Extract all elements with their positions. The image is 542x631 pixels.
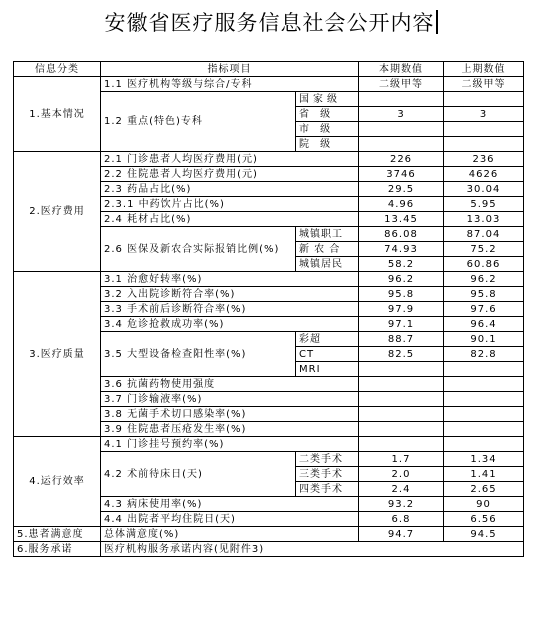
current-value: 2.0 — [359, 467, 444, 482]
previous-value — [444, 422, 524, 437]
current-value: 二级甲等 — [359, 77, 444, 92]
indicator-label: 2.1 门诊患者人均医疗费用(元) — [101, 152, 359, 167]
previous-value: 4626 — [444, 167, 524, 182]
previous-value: 97.6 — [444, 302, 524, 317]
sub-label: 省 级 — [296, 107, 359, 122]
indicator-label: 2.3.1 中药饮片占比(%) — [101, 197, 359, 212]
indicator-label: 2.3 药品占比(%) — [101, 182, 359, 197]
indicator-label: 3.3 手术前后诊断符合率(%) — [101, 302, 359, 317]
indicator-label: 2.6 医保及新农合实际报销比例(%) — [101, 227, 296, 272]
previous-value — [444, 122, 524, 137]
table-row — [14, 542, 524, 557]
current-value: 6.8 — [359, 512, 444, 527]
header-indicator: 指标项目 — [101, 62, 359, 77]
current-value: 88.7 — [359, 332, 444, 347]
table-row — [14, 77, 524, 92]
current-value: 1.7 — [359, 452, 444, 467]
sub-label: 二类手术 — [296, 452, 359, 467]
indicator-label: 1.1 医疗机构等级与综合/专科 — [101, 77, 359, 92]
indicator-label: 总体满意度(%) — [101, 527, 359, 542]
previous-value: 6.56 — [444, 512, 524, 527]
sub-label: 三类手术 — [296, 467, 359, 482]
current-value: 58.2 — [359, 257, 444, 272]
table-row — [14, 272, 524, 287]
current-value — [359, 122, 444, 137]
current-value: 97.1 — [359, 317, 444, 332]
previous-value: 二级甲等 — [444, 77, 524, 92]
current-value: 86.08 — [359, 227, 444, 242]
current-value: 82.5 — [359, 347, 444, 362]
category-cost: 2.医疗费用 — [14, 152, 101, 272]
indicator-label: 医疗机构服务承诺内容(见附件3) — [101, 542, 524, 557]
table-row — [14, 527, 524, 542]
current-value — [359, 422, 444, 437]
current-value — [359, 362, 444, 377]
indicator-label: 1.2 重点(特色)专科 — [101, 92, 296, 152]
current-value: 13.45 — [359, 212, 444, 227]
previous-value — [444, 437, 524, 452]
previous-value: 236 — [444, 152, 524, 167]
indicator-label: 3.2 入出院诊断符合率(%) — [101, 287, 359, 302]
category-quality: 3.医疗质量 — [14, 272, 101, 437]
previous-value: 13.03 — [444, 212, 524, 227]
previous-value: 94.5 — [444, 527, 524, 542]
indicator-label: 2.2 住院患者人均医疗费用(元) — [101, 167, 359, 182]
sub-label: 新 农 合 — [296, 242, 359, 257]
category-service: 6.服务承诺 — [14, 542, 101, 557]
category-satisfaction: 5.患者满意度 — [14, 527, 101, 542]
category-efficiency: 4.运行效率 — [14, 437, 101, 527]
current-value — [359, 92, 444, 107]
indicator-label: 3.5 大型设备检查阳性率(%) — [101, 332, 296, 377]
indicator-label: 4.4 出院者平均住院日(天) — [101, 512, 359, 527]
sub-label: 四类手术 — [296, 482, 359, 497]
current-value: 96.2 — [359, 272, 444, 287]
current-value: 3 — [359, 107, 444, 122]
current-value: 94.7 — [359, 527, 444, 542]
sub-label: 彩超 — [296, 332, 359, 347]
sub-label: CT — [296, 347, 359, 362]
sub-label: MRI — [296, 362, 359, 377]
previous-value: 95.8 — [444, 287, 524, 302]
previous-value — [444, 362, 524, 377]
previous-value: 96.4 — [444, 317, 524, 332]
current-value — [359, 437, 444, 452]
previous-value: 1.34 — [444, 452, 524, 467]
current-value: 93.2 — [359, 497, 444, 512]
current-value: 4.96 — [359, 197, 444, 212]
previous-value: 30.04 — [444, 182, 524, 197]
sub-label: 市 级 — [296, 122, 359, 137]
current-value — [359, 137, 444, 152]
table-row — [14, 437, 524, 452]
previous-value: 5.95 — [444, 197, 524, 212]
indicator-label: 3.1 治愈好转率(%) — [101, 272, 359, 287]
indicator-label: 3.4 危诊抢救成功率(%) — [101, 317, 359, 332]
page-title: 安徽省医疗服务信息社会公开内容 — [0, 10, 542, 36]
category-basic: 1.基本情况 — [14, 77, 101, 152]
previous-value — [444, 92, 524, 107]
table-row — [14, 152, 524, 167]
previous-value — [444, 392, 524, 407]
previous-value: 75.2 — [444, 242, 524, 257]
current-value: 3746 — [359, 167, 444, 182]
indicator-label: 4.1 门诊挂号预约率(%) — [101, 437, 359, 452]
sub-label: 院 级 — [296, 137, 359, 152]
indicator-label: 3.9 住院患者压疮发生率(%) — [101, 422, 359, 437]
previous-value — [444, 407, 524, 422]
sub-label: 城镇居民 — [296, 257, 359, 272]
header-current: 本期数值 — [359, 62, 444, 77]
sub-label: 城镇职工 — [296, 227, 359, 242]
header-category: 信息分类 — [14, 62, 101, 77]
current-value: 74.93 — [359, 242, 444, 257]
indicator-label: 3.6 抗菌药物使用强度 — [101, 377, 359, 392]
indicator-label: 2.4 耗材占比(%) — [101, 212, 359, 227]
current-value: 97.9 — [359, 302, 444, 317]
previous-value: 2.65 — [444, 482, 524, 497]
current-value — [359, 407, 444, 422]
indicator-label: 3.7 门诊输液率(%) — [101, 392, 359, 407]
previous-value: 82.8 — [444, 347, 524, 362]
text-cursor — [436, 10, 438, 34]
current-value: 95.8 — [359, 287, 444, 302]
previous-value: 87.04 — [444, 227, 524, 242]
header-previous: 上期数值 — [444, 62, 524, 77]
previous-value — [444, 137, 524, 152]
previous-value: 90.1 — [444, 332, 524, 347]
previous-value: 96.2 — [444, 272, 524, 287]
previous-value: 3 — [444, 107, 524, 122]
indicator-label: 3.8 无菌手术切口感染率(%) — [101, 407, 359, 422]
sub-label: 国家级 — [296, 92, 359, 107]
current-value — [359, 392, 444, 407]
current-value: 29.5 — [359, 182, 444, 197]
indicator-label: 4.3 病床使用率(%) — [101, 497, 359, 512]
previous-value: 1.41 — [444, 467, 524, 482]
current-value — [359, 377, 444, 392]
previous-value: 90 — [444, 497, 524, 512]
current-value: 2.4 — [359, 482, 444, 497]
info-table — [13, 61, 524, 557]
header-row — [14, 62, 524, 77]
previous-value — [444, 377, 524, 392]
indicator-label: 4.2 术前待床日(天) — [101, 452, 296, 497]
previous-value: 60.86 — [444, 257, 524, 272]
current-value: 226 — [359, 152, 444, 167]
